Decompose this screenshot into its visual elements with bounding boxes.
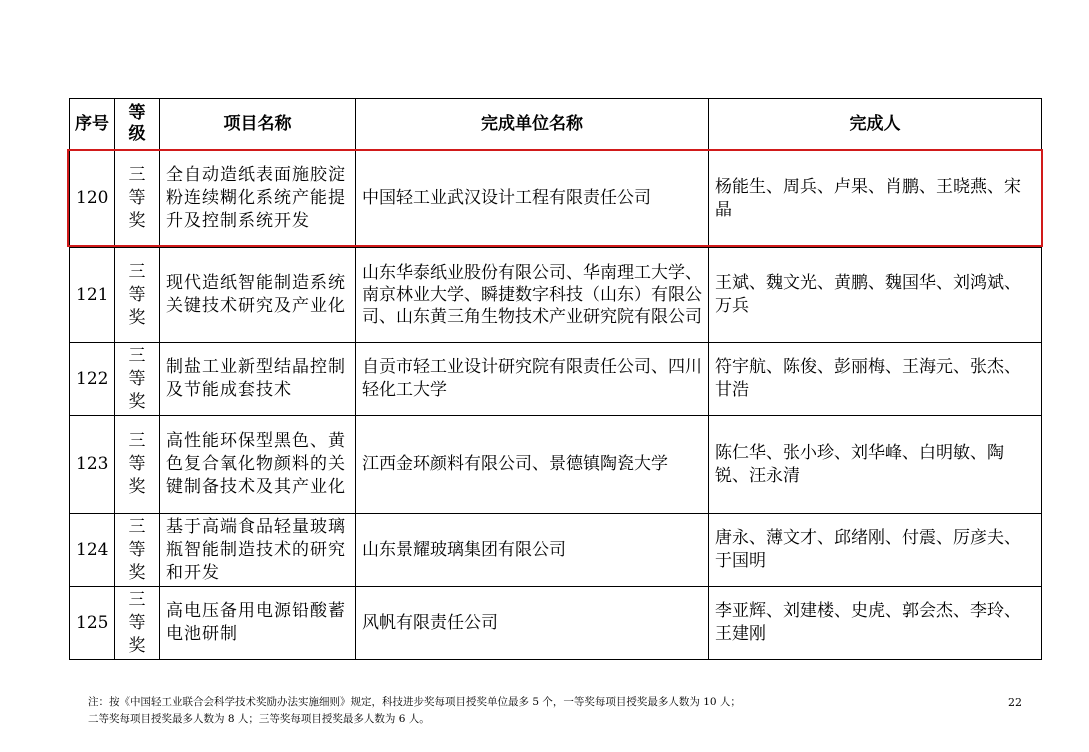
people-cell: 杨能生、周兵、卢果、肖鹏、王晓燕、宋晶: [709, 150, 1042, 248]
page-number: 22: [1008, 696, 1022, 709]
grade-text: 三等奖: [128, 261, 146, 328]
grade-text: 三等奖: [128, 165, 146, 231]
table-row: [70, 416, 1042, 514]
grade-text: 三等奖: [128, 516, 146, 583]
table-row: [70, 248, 1042, 343]
header-seq: 序号: [70, 99, 115, 150]
unit-cell: 风帆有限责任公司: [356, 587, 709, 660]
project-cell: 基于高端食品轻量玻璃瓶智能制造技术的研究和开发: [160, 514, 356, 587]
grade-text: 三等奖: [128, 431, 146, 497]
grade-cell: [115, 343, 160, 416]
unit-cell: 中国轻工业武汉设计工程有限责任公司: [356, 150, 709, 248]
unit-cell: 自贡市轻工业设计研究院有限责任公司、四川轻化工大学: [356, 343, 709, 416]
people-cell: 王斌、魏文光、黄鹏、魏国华、刘鸿斌、万兵: [709, 248, 1042, 343]
grade-text: 三等奖: [128, 589, 146, 656]
people-cell: 符宇航、陈俊、彭丽梅、王海元、张杰、甘浩: [709, 343, 1042, 416]
footnote-line-2: 二等奖每项目授奖最多人数为 8 人；三等奖每项目授奖最多人数为 6 人。: [88, 713, 430, 725]
people-cell: 唐永、薄文才、邱绪刚、付震、厉彦夫、于国明: [709, 514, 1042, 587]
project-cell: 现代造纸智能制造系统关键技术研究及产业化: [160, 248, 356, 343]
seq-cell: 123: [70, 416, 115, 514]
grade-cell: [115, 150, 160, 248]
awards-table: [69, 98, 1042, 660]
header-project: 项目名称: [160, 99, 356, 150]
grade-cell: [115, 587, 160, 660]
seq-cell: 124: [70, 514, 115, 587]
table-row: [70, 514, 1042, 587]
seq-cell: 125: [70, 587, 115, 660]
table-body: [70, 150, 1042, 660]
grade-cell: [115, 514, 160, 587]
project-cell: 制盐工业新型结晶控制及节能成套技术: [160, 343, 356, 416]
footnote: [88, 694, 848, 728]
grade-text: 三等奖: [128, 345, 146, 412]
people-cell: 陈仁华、张小珍、刘华峰、白明敏、陶锐、汪永清: [709, 416, 1042, 514]
seq-cell: 120: [70, 150, 115, 248]
header-unit: 完成单位名称: [356, 99, 709, 150]
unit-cell: 江西金环颜料有限公司、景德镇陶瓷大学: [356, 416, 709, 514]
grade-cell: [115, 416, 160, 514]
header-people: 完成人: [709, 99, 1042, 150]
project-cell: 高性能环保型黑色、黄色复合氧化物颜料的关键制备技术及其产业化: [160, 416, 356, 514]
people-cell: 李亚辉、刘建楼、史虎、郭会杰、李玲、王建刚: [709, 587, 1042, 660]
project-cell: 全自动造纸表面施胶淀粉连续糊化系统产能提升及控制系统开发: [160, 150, 356, 248]
unit-cell: 山东华泰纸业股份有限公司、华南理工大学、南京林业大学、瞬捷数字科技（山东）有限公司、山东黄三角生物技术产业研究院有限公司: [356, 248, 709, 343]
table-row: [70, 343, 1042, 416]
seq-cell: 121: [70, 248, 115, 343]
table-row: [70, 150, 1042, 248]
header-grade: 等级: [115, 99, 160, 150]
table-header: [70, 99, 1042, 150]
header-row: [70, 99, 1042, 150]
unit-cell: 山东景耀玻璃集团有限公司: [356, 514, 709, 587]
grade-cell: [115, 248, 160, 343]
footnote-line-1: 注：按《中国轻工业联合会科学技术奖励办法实施细则》规定，科技进步奖每项目授奖单位最多 5 个，一等奖每项目授奖最多人数为 10 人；: [88, 696, 741, 708]
seq-cell: 122: [70, 343, 115, 416]
table-row: [70, 587, 1042, 660]
project-cell: 高电压备用电源铅酸蓄电池研制: [160, 587, 356, 660]
